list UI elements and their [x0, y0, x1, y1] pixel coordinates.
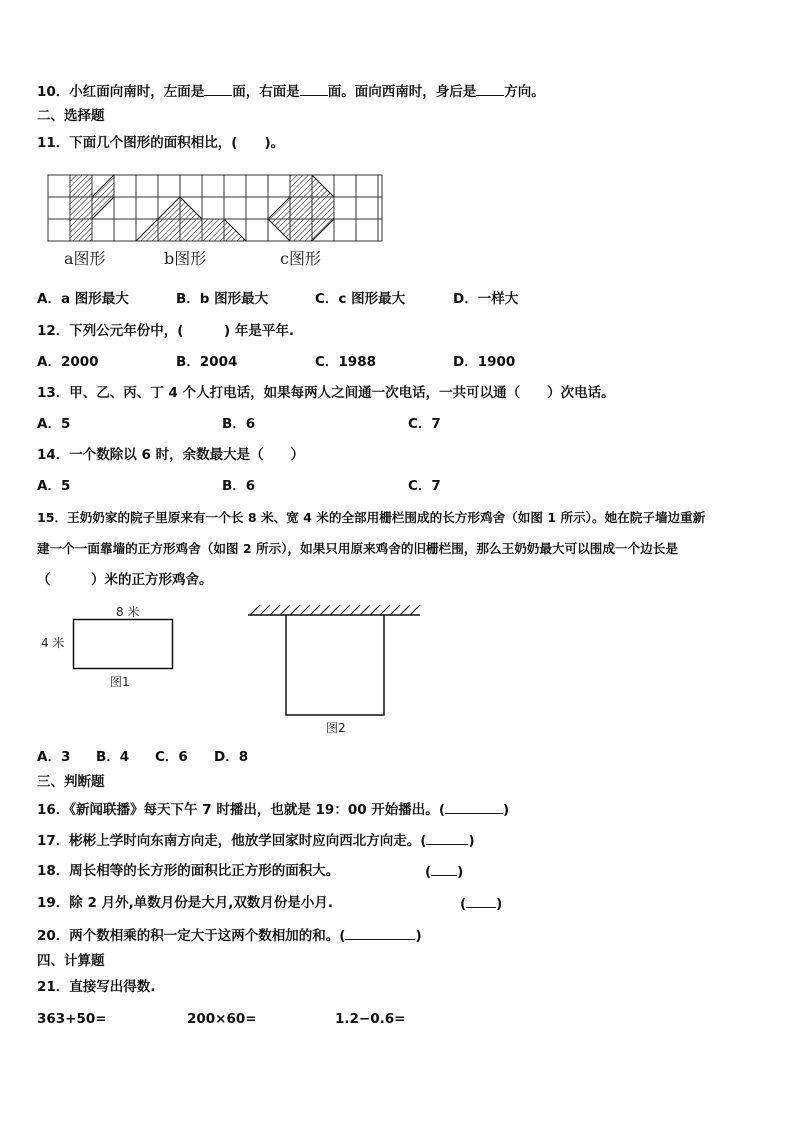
q15-option-b[interactable]: B．4 [96, 749, 130, 765]
question-11-stem: 11．下面几个图形的面积相比，( )。 [37, 135, 285, 151]
fig1-rectangle [73, 619, 174, 670]
answer-blank[interactable] [300, 82, 328, 96]
q12-option-a[interactable]: A．2000 [37, 354, 99, 370]
q11-option-c[interactable]: C．c 图形最大 [315, 291, 406, 307]
fig1-caption: 图1 [110, 675, 130, 689]
q14-option-a[interactable]: A．5 [37, 478, 71, 494]
figure-b-caption: b图形 [164, 249, 207, 268]
q11-option-d[interactable]: D．一样大 [453, 291, 519, 307]
fig2-wall-square [248, 603, 420, 717]
section-heading-calculation: 四、计算题 [37, 953, 105, 969]
answer-blank[interactable] [426, 831, 468, 845]
section-heading-judgment: 三、判断题 [37, 774, 105, 790]
answer-blank[interactable] [466, 894, 496, 908]
q12-option-d[interactable]: D．1900 [453, 354, 516, 370]
question-15-line-3: （ ）米的正方形鸡舍。 [37, 572, 213, 588]
q12-option-c[interactable]: C．1988 [315, 354, 376, 370]
q12-option-b[interactable]: B．2004 [176, 354, 238, 370]
q15-option-d[interactable]: D．8 [214, 749, 249, 765]
question-18-paren: ( ) [425, 864, 464, 880]
q11-option-a[interactable]: A．a 图形最大 [37, 291, 129, 307]
question-13-stem: 13．甲、乙、丙、丁 4 个人打电话，如果每两人之间通一次电话，一共可以通（ ）次电话。 [37, 385, 615, 401]
q11-grid-figure [48, 175, 382, 243]
figure-c-shape [268, 175, 334, 241]
fig1-width-label: 4 米 [41, 636, 65, 650]
calc-item-2: 200×60= [187, 1011, 257, 1027]
q14-option-b[interactable]: B．6 [222, 478, 256, 494]
answer-blank[interactable] [445, 800, 503, 814]
answer-blank[interactable] [345, 926, 415, 940]
question-19-paren: ( ) [460, 896, 503, 912]
question-19: 19．除 2 月外,单数月份是大月,双数月份是小月. [37, 895, 333, 911]
question-15-line-2: 建一个一面靠墙的正方形鸡舍（如图 2 所示），如果只用原来鸡舍的旧栅栏围，那么王奶奶最大可以围成一个边长是 [37, 541, 678, 556]
question-14-stem: 14．一个数除以 6 时，余数最大是（ ） [37, 447, 305, 463]
question-12-stem: 12．下列公元年份中，( ) 年是平年. [37, 323, 294, 339]
q13-option-b[interactable]: B．6 [222, 416, 256, 432]
figure-c-caption: c图形 [280, 249, 321, 268]
question-17: 17．彬彬上学时向东南方向走，他放学回家时应向西北方向走。( ) [37, 833, 475, 849]
question-10: 10．小红面向南时，左面是 面，右面是 面。面向西南时，身后是 方向。 [37, 84, 545, 100]
q13-option-c[interactable]: C．7 [408, 416, 441, 432]
fig1-length-label: 8 米 [116, 605, 140, 619]
section-heading-choice: 二、选择题 [37, 108, 105, 124]
question-18: 18．周长相等的长方形的面积比正方形的面积大。 [37, 863, 340, 879]
q13-option-a[interactable]: A．5 [37, 416, 71, 432]
answer-blank[interactable] [204, 82, 232, 96]
q11-option-b[interactable]: B．b 图形最大 [176, 291, 269, 307]
question-20: 20．两个数相乘的积一定大于这两个数相加的和。( ) [37, 928, 422, 944]
question-15-line-1: 15．王奶奶家的院子里原来有一个长 8 米、宽 4 米的全部用栅栏围成的长方形鸡舍（如图 1 所示）。她在院子墙边重新 [37, 510, 706, 525]
question-16: 16．《新闻联播》每天下午 7 时播出，也就是 19：00 开始播出。( ) [37, 802, 510, 818]
calc-item-3: 1.2−0.6= [335, 1011, 406, 1027]
figure-a-caption: a图形 [64, 249, 106, 268]
answer-blank[interactable] [431, 862, 457, 876]
question-21-stem: 21．直接写出得数. [37, 979, 156, 995]
q15-option-a[interactable]: A．3 [37, 749, 71, 765]
q14-option-c[interactable]: C．7 [408, 478, 441, 494]
answer-blank[interactable] [476, 82, 504, 96]
q15-option-c[interactable]: C．6 [155, 749, 188, 765]
fig2-caption: 图2 [326, 721, 346, 735]
calc-item-1: 363+50= [37, 1011, 107, 1027]
